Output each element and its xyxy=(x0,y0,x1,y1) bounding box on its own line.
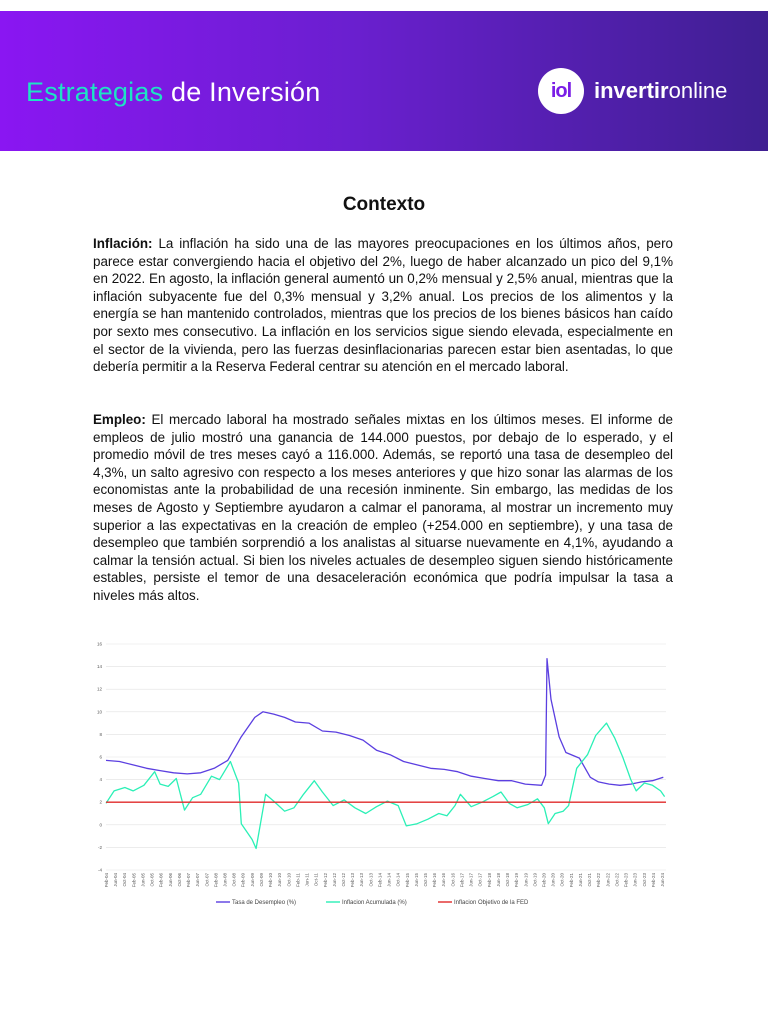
x-tick-label: Feb-05 xyxy=(131,873,137,888)
paragraph-body: El mercado laboral ha mostrado señales mixtas en los últimos meses. El informe de empleos de julio mostró una ganancia de 144.000 puestos, por debajo de lo esperado, y el promedio móvil de tres meses cayó a 116.000. Además, se reportó una tasa de desempleo del 4,3%, un salto agresivo con respecto a los meses anteriores y que hizo sonar las alarmas de los economistas ante la probabilidad de una recesión inminente. Sin embargo, las medidas de los meses de Agosto y Septiembre ayudaron a calmar el panorama, al mostrar un incremento muy superior a las expectativas en la creación de empleo (+254.000 en septiembre), y una tasa de desempleo que también sorprendió a los analistas al situarse nuevamente en 4,1%, ayudando a calmar la tensión actual. Si bien los niveles actuales de desempleo siguen siendo históricamente estables, persiste el temor de una desaceleración económica que podría impulsar la tasa a niveles más altos. xyxy=(93,412,673,603)
x-tick-label: Feb-11 xyxy=(295,873,301,887)
x-tick-label: Jun-21 xyxy=(577,873,583,887)
x-tick-label: Jun-18 xyxy=(495,873,501,887)
x-tick-label: Feb-09 xyxy=(240,873,246,888)
x-tick-label: Jun-11 xyxy=(304,873,310,887)
x-tick-label: Jun-12 xyxy=(331,873,337,887)
x-tick-label: Feb-12 xyxy=(322,873,328,888)
series-line xyxy=(106,723,665,848)
header-title-accent: Estrategias xyxy=(26,77,164,107)
y-tick-label: 16 xyxy=(96,641,102,647)
x-tick-label: Feb-21 xyxy=(568,873,574,888)
x-tick-label: Jun-08 xyxy=(222,873,228,887)
y-tick-label: 10 xyxy=(96,709,102,715)
x-tick-label: Feb-23 xyxy=(623,873,629,888)
x-tick-label: Oct-05 xyxy=(149,873,155,887)
x-tick-label: Jun-20 xyxy=(550,873,556,887)
x-tick-label: Feb-18 xyxy=(486,873,492,888)
legend-label: Inflacion Objetivo de la FED xyxy=(454,900,529,906)
y-tick-label: 6 xyxy=(99,754,102,760)
x-tick-label: Oct-15 xyxy=(423,873,429,887)
x-tick-label: Oct-07 xyxy=(204,873,210,887)
y-tick-label: 0 xyxy=(99,822,102,828)
x-tick-label: Oct-16 xyxy=(450,873,456,887)
y-tick-label: 12 xyxy=(96,686,102,692)
x-tick-label: Oct-18 xyxy=(505,873,511,887)
x-tick-label: Jun-24 xyxy=(660,873,665,887)
chart-svg xyxy=(88,632,678,912)
x-tick-label: Jun-04 xyxy=(113,873,119,887)
x-tick-label: Oct-20 xyxy=(559,873,565,887)
x-tick-label: Jun-19 xyxy=(523,873,529,887)
y-tick-label: 4 xyxy=(99,777,102,783)
x-tick-label: Oct-09 xyxy=(258,873,264,887)
x-tick-label: Jun-05 xyxy=(140,873,146,887)
x-tick-label: Feb-22 xyxy=(596,873,602,888)
header-title-rest: de Inversión xyxy=(170,77,321,107)
x-tick-label: Feb-15 xyxy=(404,873,410,888)
x-tick-label: Jun-22 xyxy=(605,873,611,887)
y-tick-label: -2 xyxy=(97,844,102,850)
y-tick-label: 8 xyxy=(99,731,102,737)
x-tick-label: Feb-14 xyxy=(377,873,383,888)
x-tick-label: Jun-14 xyxy=(386,873,392,887)
x-tick-label: Oct-10 xyxy=(286,873,292,887)
x-tick-label: Feb-20 xyxy=(541,873,547,888)
x-tick-label: Feb-06 xyxy=(158,873,164,888)
y-tick-label: -4 xyxy=(97,867,102,873)
x-tick-label: Oct-17 xyxy=(477,873,483,887)
logo-mark-text: iol xyxy=(550,79,572,102)
x-tick-label: Feb-17 xyxy=(459,873,465,888)
x-tick-label: Feb-16 xyxy=(432,873,438,888)
paragraph-lead: Inflación: xyxy=(93,236,153,251)
header-title xyxy=(26,77,320,108)
page-header xyxy=(0,11,768,151)
x-tick-label: Feb-19 xyxy=(514,873,520,888)
x-tick-label: Feb-24 xyxy=(650,873,656,888)
invertironline-logo xyxy=(538,68,727,114)
y-tick-label: 2 xyxy=(99,799,102,805)
x-tick-label: Jun-07 xyxy=(195,873,201,887)
x-tick-label: Jun-23 xyxy=(632,873,638,887)
x-tick-label: Oct-12 xyxy=(340,873,346,887)
x-tick-label: Jun-13 xyxy=(359,873,365,887)
logo-wordmark xyxy=(594,78,727,104)
paragraph-body: La inflación ha sido una de las mayores preocupaciones en los últimos años, pero parece estar convergiendo hacia el objetivo del 2%, luego de haber alcanzado un pico del 9,1% en 2022. En agosto, la inflación general aumentó un 0,2% mensual y 2,5% anual, mientras que la inflación subyacente fue del 0,3% mensual y 3,2% anual. Los precios de los alimentos y la energía se han mantenido controlados, mientras que los precios de los bienes básicos han caído por sexto mes consecutivo. La inflación en los servicios sigue siendo elevada, especialmente en el sector de la vivienda, pero las fuerzas desinflacionarias parecen estar bien asentadas, lo que debería permitir a la Reserva Federal centrar su atención en el mercado laboral. xyxy=(93,236,673,375)
x-tick-label: Oct-13 xyxy=(368,873,374,887)
x-tick-label: Feb-13 xyxy=(350,873,356,888)
x-tick-label: Feb-07 xyxy=(186,873,192,888)
x-tick-label: Oct-11 xyxy=(313,873,319,887)
x-tick-label: Oct-21 xyxy=(587,873,593,887)
paragraph-inflacion xyxy=(93,235,673,376)
x-tick-label: Oct-04 xyxy=(122,873,128,887)
logo-wordmark-light: online xyxy=(668,78,728,103)
x-tick-label: Jun-06 xyxy=(167,873,173,887)
paragraph-lead: Empleo: xyxy=(93,412,146,427)
x-tick-label: Jun-17 xyxy=(468,873,474,887)
x-tick-label: Feb-10 xyxy=(268,873,274,888)
x-tick-label: Oct-22 xyxy=(614,873,620,887)
x-tick-label: Feb-04 xyxy=(104,873,109,888)
x-tick-label: Oct-19 xyxy=(532,873,538,887)
x-tick-label: Oct-06 xyxy=(176,873,182,887)
paragraph-empleo xyxy=(93,411,673,605)
x-tick-label: Oct-08 xyxy=(231,873,237,887)
x-tick-label: Feb-08 xyxy=(213,873,219,888)
legend-label: Inflacion Acumulada (%) xyxy=(342,900,407,906)
logo-mark-icon xyxy=(538,68,584,114)
logo-wordmark-bold: invertir xyxy=(594,78,669,103)
x-tick-label: Jun-09 xyxy=(249,873,255,887)
y-tick-label: 14 xyxy=(96,664,102,670)
x-tick-label: Jun-16 xyxy=(441,873,447,887)
x-tick-label: Oct-23 xyxy=(641,873,647,887)
x-tick-label: Jun-15 xyxy=(413,873,419,887)
x-tick-label: Jun-10 xyxy=(277,873,283,887)
x-tick-label: Oct-14 xyxy=(395,873,401,887)
legend-label: Tasa de Desempleo (%) xyxy=(232,900,297,906)
unemployment-inflation-chart xyxy=(88,632,678,912)
section-title: Contexto xyxy=(342,194,426,215)
series-line xyxy=(106,659,663,786)
